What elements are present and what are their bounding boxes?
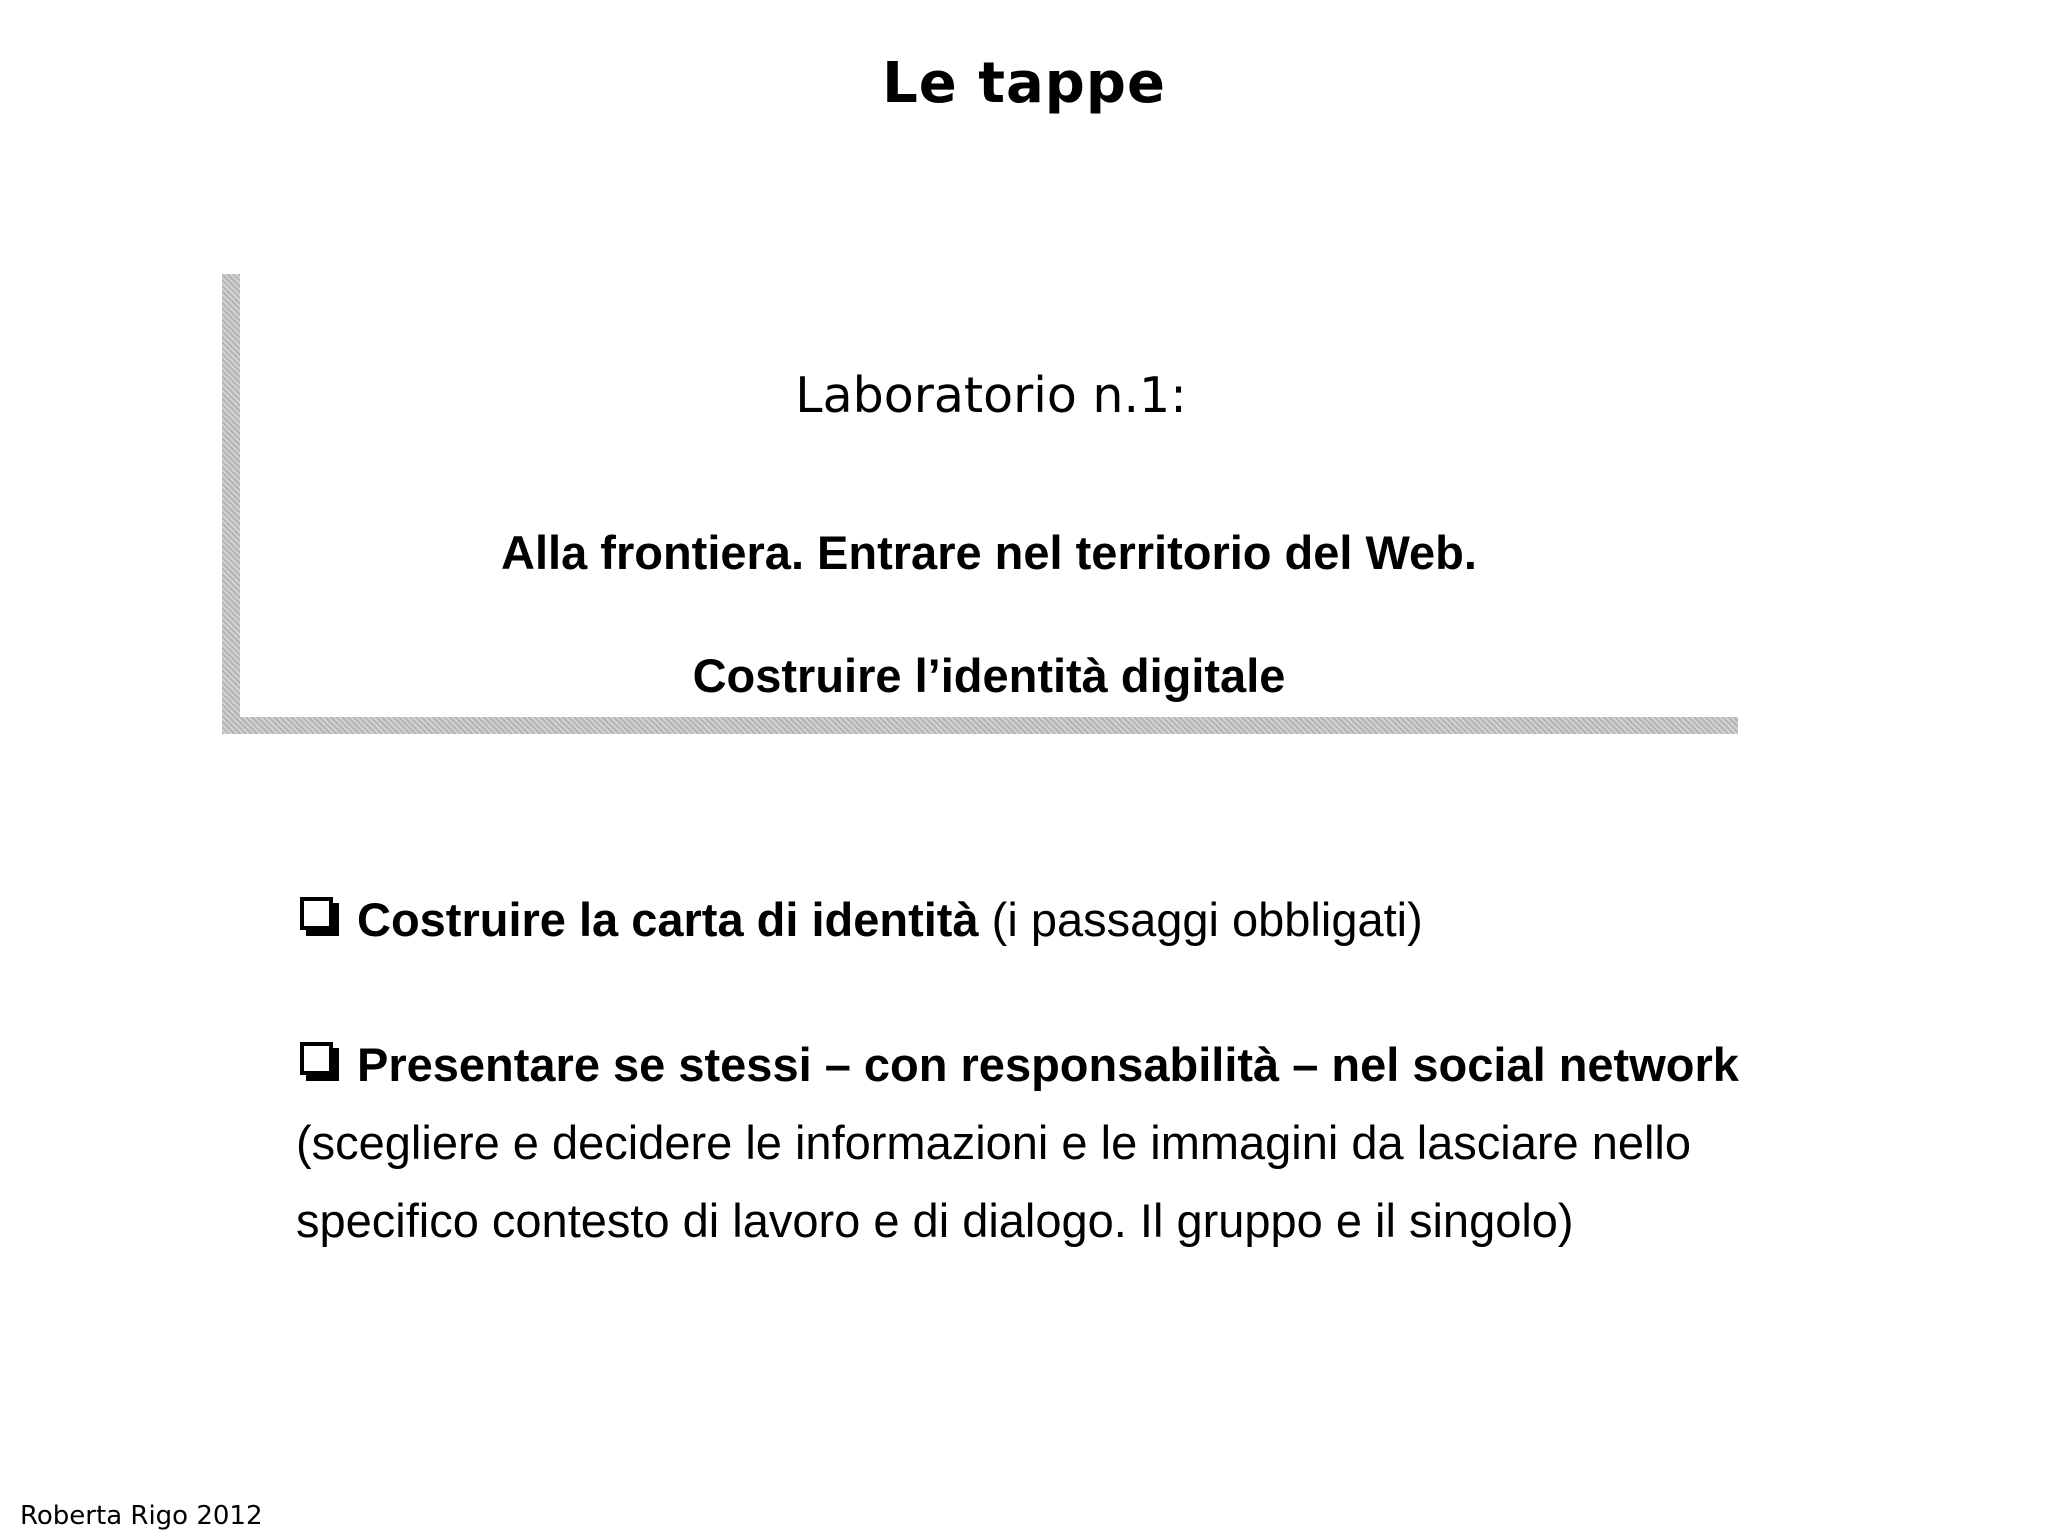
bullet-item — [296, 1026, 1766, 1260]
lab-subtitle-line-1: Alla frontiera. Entrare nel territorio del Web. — [501, 526, 1477, 579]
footer-author: Roberta Rigo 2012 — [20, 1501, 263, 1531]
lab-title: Laboratorio n.1: — [795, 367, 1187, 424]
slide-title: Le tappe — [882, 51, 1166, 116]
bullet-normal-text: (scegliere e decidere le informazioni e le immagini da lasciare nello specifico contesto di lavoro e di dialogo. Il gruppo e il singolo) — [296, 1116, 1692, 1247]
frame-left-border — [222, 274, 240, 734]
bullet-list — [296, 881, 1766, 1260]
bullet-normal-text: (i passaggi obbligati) — [978, 893, 1423, 946]
bullet-bold-text: Costruire la carta di identità — [357, 893, 979, 946]
lab-subtitle-line-2: Costruire l’identità digitale — [692, 649, 1286, 702]
bullet-bold-text: Presentare se stessi – con responsabilità – nel social network — [357, 1038, 1739, 1091]
frame-bottom-border — [222, 717, 1738, 734]
checkbox-bullet-icon — [300, 1042, 333, 1075]
checkbox-bullet-icon — [300, 897, 333, 930]
bullet-item — [296, 881, 1766, 959]
